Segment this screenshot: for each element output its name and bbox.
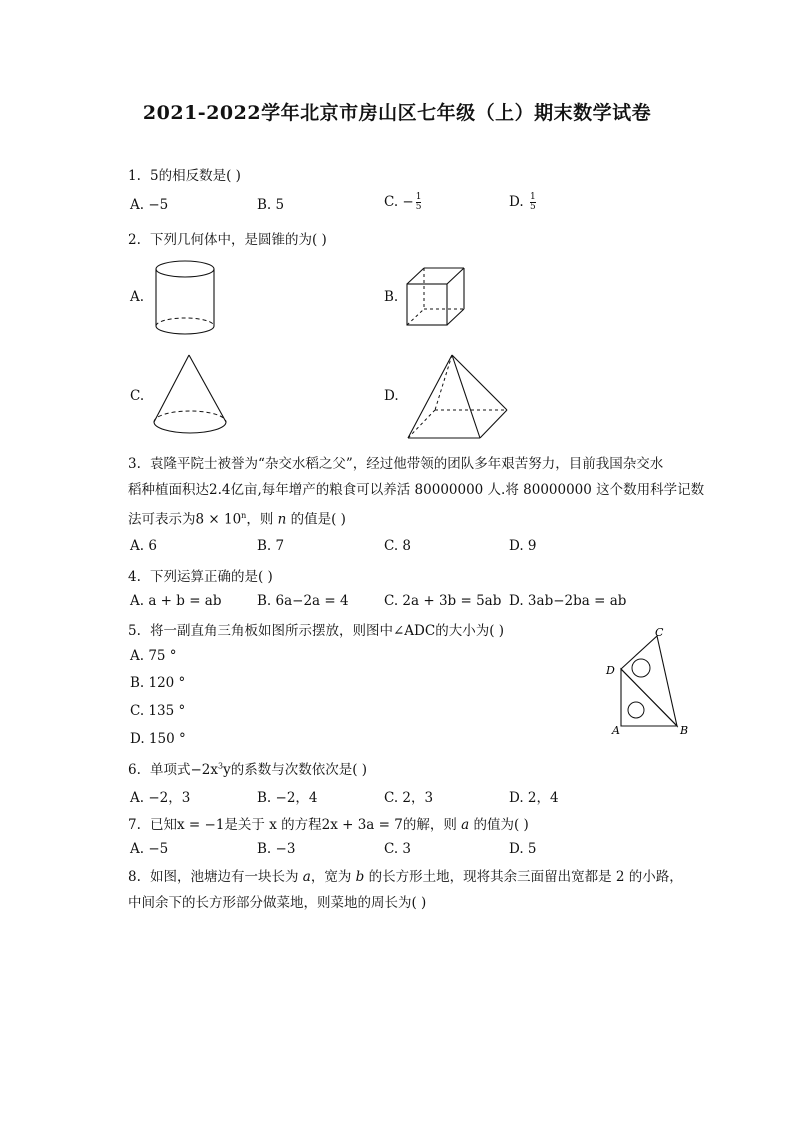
option-label: D. xyxy=(509,194,528,210)
exponent: n xyxy=(241,511,247,520)
question-text-line xyxy=(128,503,688,533)
question-text: 单项式−2x xyxy=(150,762,219,778)
fraction-denominator: 5 xyxy=(415,202,422,212)
hole-circle xyxy=(632,659,650,677)
variable: b xyxy=(355,869,365,885)
q6-option-a: A. −2，3 xyxy=(130,790,191,806)
point-label-c: C xyxy=(655,626,664,639)
q5-option-d: D. 150 ° xyxy=(130,731,186,747)
fraction xyxy=(416,193,422,212)
question-text-line: 稻种植面积达2.4亿亩,每年增产的粮食可以养活 80000000 人.将 80000000 这个数用科学记数 xyxy=(128,482,705,498)
point-label-d: D xyxy=(606,664,615,677)
q7-option-a: A. −5 xyxy=(130,841,169,857)
q7-option-b: B. −3 xyxy=(257,841,296,857)
pyramid-figure xyxy=(402,352,512,444)
text: ，则 xyxy=(246,511,278,528)
question-number: 2. xyxy=(128,232,141,248)
q5-option-b: B. 120 ° xyxy=(130,675,186,691)
question-6 xyxy=(128,758,367,778)
q4-option-d: D. 3ab−2ba = ab xyxy=(509,593,627,609)
q1-option-c xyxy=(384,193,421,212)
q5-option-a: A. 75 ° xyxy=(130,648,177,664)
question-text: 将一副直角三角板如图所示摆放，则图中∠ADC的大小为( ) xyxy=(150,623,505,639)
exponent: 3 xyxy=(218,761,224,771)
question-text: 的值为( ) xyxy=(469,817,529,833)
text: 如图，池塘边有一块长为 xyxy=(150,869,303,885)
q3-option-c: C. 8 xyxy=(384,538,412,554)
q7-option-c: C. 3 xyxy=(384,841,412,857)
variable: n xyxy=(277,511,287,528)
question-text: 下列几何体中，是圆锥的为( ) xyxy=(150,232,327,248)
question-number: 3. xyxy=(128,456,141,472)
fraction xyxy=(530,193,536,212)
question-7 xyxy=(128,813,529,833)
question-text: y的系数与次数依次是( ) xyxy=(223,762,368,778)
q2-option-c: C. xyxy=(130,388,145,404)
question-number: 8. xyxy=(128,869,141,885)
variable: a xyxy=(302,869,311,885)
question-text: 5的相反数是( ) xyxy=(150,168,241,184)
question-2 xyxy=(128,228,327,248)
question-text: 袁隆平院士被誉为“杂交水稻之父”，经过他带领的团队多年艰苦努力，目前我国杂交水 xyxy=(150,456,664,472)
text: 的长方形土地，现将其余三面留出宽都是 2 的小路， xyxy=(364,869,683,885)
question-4 xyxy=(128,565,273,585)
q4-option-b: B. 6a−2a = 4 xyxy=(257,593,349,609)
question-text-line xyxy=(128,451,688,477)
cube-figure xyxy=(402,264,472,330)
question-3 xyxy=(128,451,705,533)
cone-figure xyxy=(150,352,230,442)
q7-option-d: D. 5 xyxy=(509,841,537,857)
q4-option-c: C. 2a + 3b = 5ab xyxy=(384,593,502,609)
question-number: 7. xyxy=(128,817,141,833)
q4-option-a: A. a + b = ab xyxy=(130,593,222,609)
q3-option-b: B. 7 xyxy=(257,538,285,554)
question-number: 5. xyxy=(128,623,141,639)
q6-option-b: B. −2，4 xyxy=(257,790,318,806)
question-number: 4. xyxy=(128,569,141,585)
question-text: 已知x = −1是关于 x 的方程2x + 3a = 7的解，则 xyxy=(150,817,462,833)
triangle-set-figure xyxy=(600,624,700,740)
question-8 xyxy=(128,864,688,916)
cylinder-figure xyxy=(150,258,222,338)
q6-option-d: D. 2，4 xyxy=(509,790,559,806)
q2-option-b: B. xyxy=(384,289,399,305)
option-label: C. − xyxy=(384,194,414,210)
q5-option-c: C. 135 ° xyxy=(130,703,186,719)
point-label-a: A xyxy=(612,724,620,737)
question-number: 1. xyxy=(128,168,141,184)
text: ，宽为 xyxy=(310,869,356,885)
q1-option-d xyxy=(509,193,536,212)
text: 法可表示为8 × 10 xyxy=(128,511,242,528)
q2-option-a: A. xyxy=(130,289,145,305)
question-1 xyxy=(128,164,241,184)
q3-option-d: D. 9 xyxy=(509,538,537,554)
question-number: 6. xyxy=(128,762,141,778)
fraction-numerator: 1 xyxy=(415,192,422,202)
question-text: 下列运算正确的是( ) xyxy=(150,569,273,585)
q2-option-d: D. xyxy=(384,388,399,404)
question-text-line xyxy=(128,864,688,890)
triangle-dcb xyxy=(621,636,677,726)
hole-circle xyxy=(628,702,644,718)
page-title: 2021-2022学年北京市房山区七年级（上）期末数学试卷 xyxy=(142,102,652,124)
point-label-b: B xyxy=(680,724,689,737)
text: 的值是( ) xyxy=(286,511,346,528)
question-5 xyxy=(128,619,504,639)
q1-option-b: B. 5 xyxy=(257,197,285,213)
q3-option-a: A. 6 xyxy=(130,538,157,554)
fraction-denominator: 5 xyxy=(529,202,536,212)
variable: a xyxy=(461,817,470,833)
q1-option-a: A. −5 xyxy=(130,197,169,213)
question-text-line: 中间余下的长方形部分做菜地，则菜地的周长为( ) xyxy=(128,895,427,911)
q6-option-c: C. 2，3 xyxy=(384,790,434,806)
fraction-numerator: 1 xyxy=(529,192,536,202)
